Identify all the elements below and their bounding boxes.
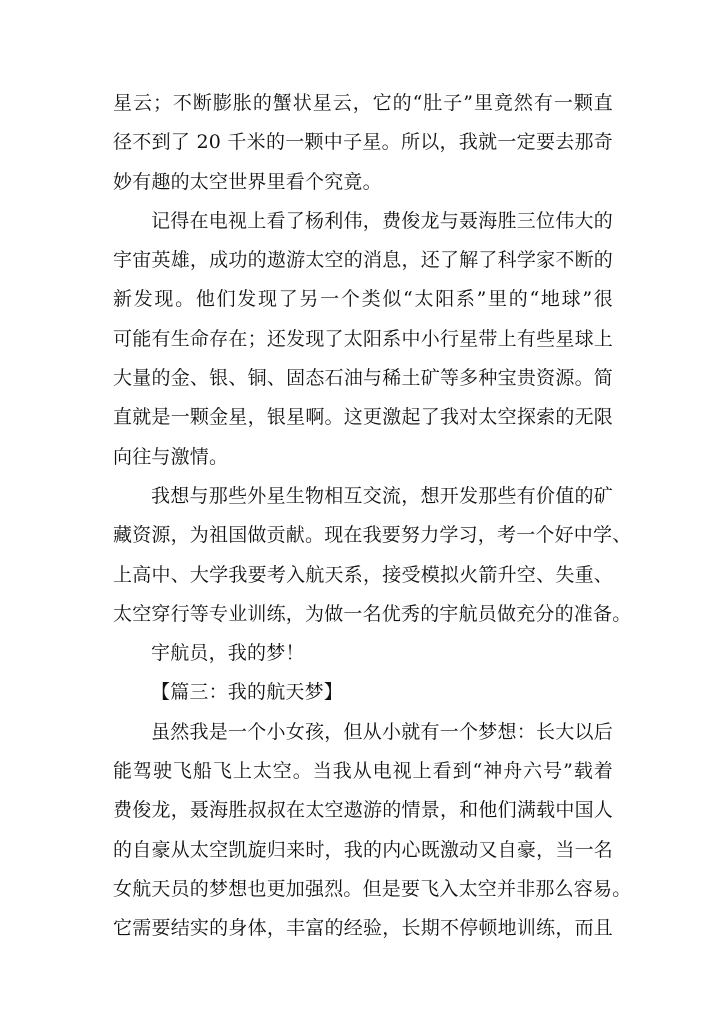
- text-line: 虽然我是一个小女孩，但从小就有一个梦想：长大以后: [151, 720, 613, 743]
- text-line: 宇航员，我的梦！: [151, 642, 305, 665]
- text-line: 记得在电视上看了杨利伟，费俊龙与聂海胜三位伟大的: [151, 209, 613, 232]
- text-line: 藏资源，为祖国做贡献。现在我要努力学习，考一个好中学、: [113, 524, 632, 547]
- text-line: 它需要结实的身体，丰富的经验，长期不停顿地训练，而且: [113, 917, 613, 940]
- text-line: 可能有生命存在；还发现了太阳系中小行星带上有些星球上: [113, 327, 613, 350]
- text-line: 能驾驶飞船飞上太空。当我从电视上看到“神舟六号”载着: [113, 760, 613, 783]
- text-line: 径不到了 20 千米的一颗中子星。所以，我就一定要去那奇: [113, 131, 613, 154]
- text-line: 新发现。他们发现了另一个类似“太阳系”里的“地球”很: [113, 288, 613, 311]
- text-line: 太空穿行等专业训练，为做一名优秀的宇航员做充分的准备。: [113, 602, 632, 625]
- text-line: 向往与激情。: [113, 445, 229, 468]
- text-line: 女航天员的梦想也更加强烈。但是要飞入太空并非那么容易。: [113, 877, 632, 900]
- section-heading: 【篇三：我的航天梦】: [151, 681, 344, 704]
- text-line: 宇宙英雄，成功的遨游太空的消息，还了解了科学家不断的: [113, 249, 613, 272]
- text-line: 妙有趣的太空世界里看个究竟。: [113, 170, 382, 193]
- text-line: 上高中、大学我要考入航天系，接受模拟火箭升空、失重、: [113, 563, 613, 586]
- text-line: 的自豪从太空凯旋归来时，我的内心既激动又自豪，当一名: [113, 838, 613, 861]
- text-line: 直就是一颗金星，银星啊。这更激起了我对太空探索的无限: [113, 406, 613, 429]
- document-body: [113, 84, 632, 949]
- text-line: 费俊龙，聂海胜叔叔在太空遨游的情景，和他们满载中国人: [113, 799, 613, 822]
- text-line: 星云；不断膨胀的蟹状星云，它的“肚子”里竟然有一颗直: [113, 92, 613, 114]
- text-line: 大量的金、银、铜、固态石油与稀土矿等多种宝贵资源。简: [113, 367, 613, 390]
- text-line: 我想与那些外星生物相互交流，想开发那些有价值的矿: [151, 484, 613, 507]
